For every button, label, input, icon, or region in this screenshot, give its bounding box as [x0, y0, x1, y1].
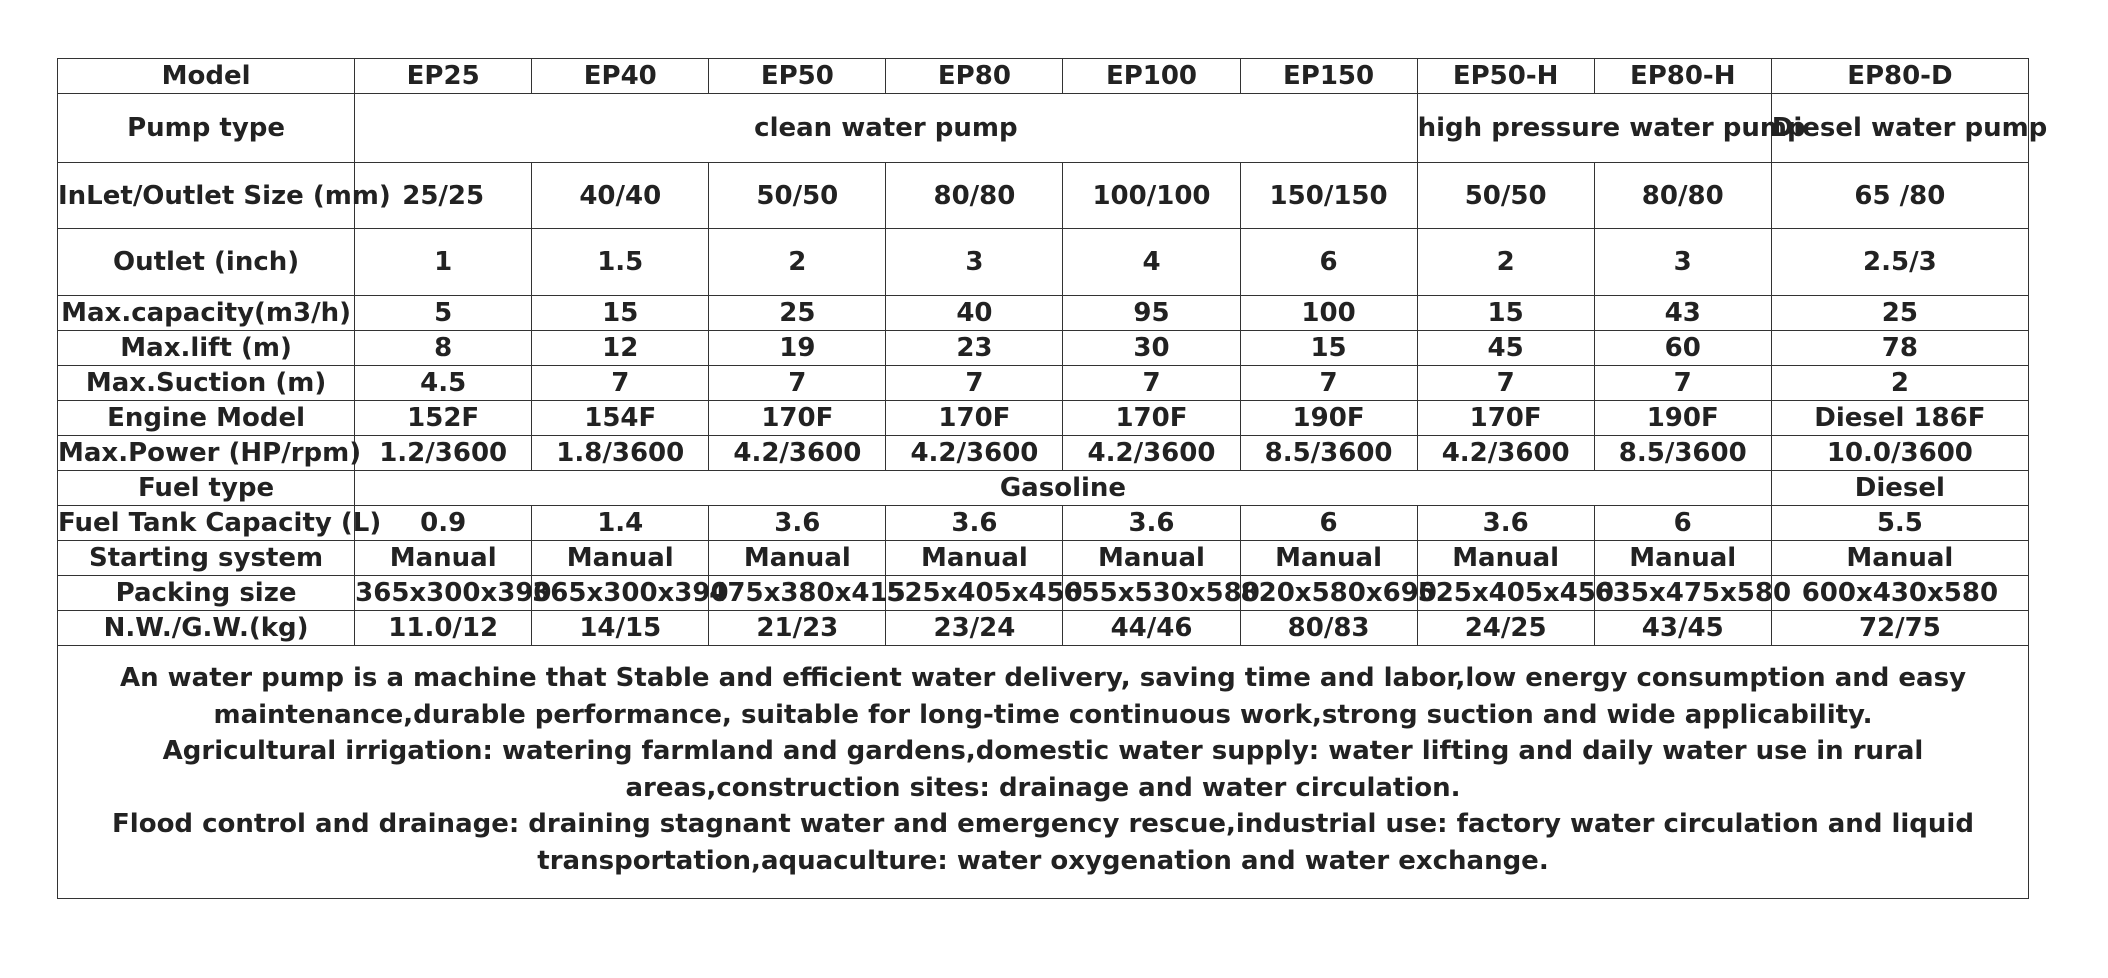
table-cell: 24/25 — [1417, 611, 1594, 646]
table-cell: 7 — [1063, 366, 1240, 401]
row-label: Model — [58, 59, 355, 94]
table-cell: 44/46 — [1063, 611, 1240, 646]
table-cell: 820x580x690 — [1240, 576, 1417, 611]
max-suction-row — [58, 366, 2029, 401]
fuel-type-row — [58, 471, 2029, 506]
model-cell: EP25 — [355, 59, 532, 94]
table-cell: 6 — [1240, 229, 1417, 296]
max-lift-row — [58, 331, 2029, 366]
table-cell: 100/100 — [1063, 163, 1240, 229]
table-cell: 25 — [1771, 296, 2028, 331]
table-cell: 150/150 — [1240, 163, 1417, 229]
row-label: Fuel type — [58, 471, 355, 506]
table-cell: 21/23 — [709, 611, 886, 646]
pump-type-high-pressure: high pressure water pump — [1417, 94, 1771, 163]
max-power-row — [58, 436, 2029, 471]
table-cell: 154F — [532, 401, 709, 436]
table-cell: 3.6 — [886, 506, 1063, 541]
table-cell: 3.6 — [1063, 506, 1240, 541]
table-cell: 2 — [1417, 229, 1594, 296]
table-cell: 365x300x390 — [355, 576, 532, 611]
table-cell: 72/75 — [1771, 611, 2028, 646]
table-cell: 30 — [1063, 331, 1240, 366]
row-label: Max.capacity(m3/h) — [58, 296, 355, 331]
weight-row — [58, 611, 2029, 646]
table-cell: 4.2/3600 — [1063, 436, 1240, 471]
table-cell: Manual — [1417, 541, 1594, 576]
table-cell: 15 — [1240, 331, 1417, 366]
table-cell: 3.6 — [1417, 506, 1594, 541]
model-cell: EP80-D — [1771, 59, 2028, 94]
table-cell: 170F — [709, 401, 886, 436]
table-cell: 100 — [1240, 296, 1417, 331]
description-paragraph: Agricultural irrigation: watering farmland and gardens,domestic water supply: water lifting and daily water use in rural areas,construction sites: drainage and water circulation. — [162, 736, 1924, 803]
table-cell: 43/45 — [1594, 611, 1771, 646]
row-label: Engine Model — [58, 401, 355, 436]
table-cell: 5 — [355, 296, 532, 331]
table-cell: 50/50 — [709, 163, 886, 229]
table-cell: 23 — [886, 331, 1063, 366]
table-cell: 43 — [1594, 296, 1771, 331]
table-cell: 15 — [532, 296, 709, 331]
table-cell: 11.0/12 — [355, 611, 532, 646]
table-cell: 80/80 — [1594, 163, 1771, 229]
model-cell: EP80 — [886, 59, 1063, 94]
table-cell: 1.8/3600 — [532, 436, 709, 471]
table-cell: 4.2/3600 — [886, 436, 1063, 471]
table-cell: 2 — [709, 229, 886, 296]
table-cell: 3 — [1594, 229, 1771, 296]
outlet-inch-row — [58, 229, 2029, 296]
table-cell: 14/15 — [532, 611, 709, 646]
table-cell: Manual — [355, 541, 532, 576]
row-label: Max.Power (HP/rpm) — [58, 436, 355, 471]
engine-model-row — [58, 401, 2029, 436]
table-cell: 45 — [1417, 331, 1594, 366]
table-cell: 7 — [1594, 366, 1771, 401]
row-label: Max.lift (m) — [58, 331, 355, 366]
table-cell: Manual — [1240, 541, 1417, 576]
model-row — [58, 59, 2029, 94]
table-cell: 15 — [1417, 296, 1594, 331]
table-cell: 190F — [1240, 401, 1417, 436]
table-cell: 1.5 — [532, 229, 709, 296]
row-label: Outlet (inch) — [58, 229, 355, 296]
spec-table — [57, 58, 2048, 646]
table-cell: 4 — [1063, 229, 1240, 296]
pump-type-diesel: Diesel water pump — [1771, 94, 2028, 163]
description-box — [57, 646, 2029, 899]
pump-type-row — [58, 94, 2029, 163]
table-cell: 7 — [1417, 366, 1594, 401]
table-cell: 3.6 — [709, 506, 886, 541]
table-cell: 7 — [532, 366, 709, 401]
table-cell: 3 — [886, 229, 1063, 296]
table-cell: Manual — [709, 541, 886, 576]
table-cell: 8.5/3600 — [1240, 436, 1417, 471]
table-cell: Manual — [1771, 541, 2028, 576]
table-cell: 170F — [1417, 401, 1594, 436]
table-cell: 170F — [1063, 401, 1240, 436]
model-cell: EP50-H — [1417, 59, 1594, 94]
table-cell: 1.2/3600 — [355, 436, 532, 471]
starting-system-row — [58, 541, 2029, 576]
table-cell: 8.5/3600 — [1594, 436, 1771, 471]
fuel-type-gasoline: Gasoline — [355, 471, 1772, 506]
table-cell: 7 — [886, 366, 1063, 401]
table-cell: 40/40 — [532, 163, 709, 229]
table-cell: 365x300x390 — [532, 576, 709, 611]
table-cell: 6 — [1594, 506, 1771, 541]
table-cell: 10.0/3600 — [1771, 436, 2028, 471]
fuel-tank-row — [58, 506, 2029, 541]
row-label: Packing size — [58, 576, 355, 611]
row-label: Starting system — [58, 541, 355, 576]
table-cell: Manual — [1594, 541, 1771, 576]
table-cell: 525x405x450 — [1417, 576, 1594, 611]
table-cell: 80/83 — [1240, 611, 1417, 646]
table-cell: Manual — [532, 541, 709, 576]
table-cell: 6 — [1240, 506, 1417, 541]
spec-sheet — [57, 58, 2048, 899]
table-cell: 4.2/3600 — [709, 436, 886, 471]
table-cell: 1.4 — [532, 506, 709, 541]
model-cell: EP100 — [1063, 59, 1240, 94]
row-label: Fuel Tank Capacity (L) — [58, 506, 355, 541]
row-label: InLet/Outlet Size (mm) — [58, 163, 355, 229]
model-cell: EP150 — [1240, 59, 1417, 94]
description-paragraph: Flood control and drainage: draining stagnant water and emergency rescue,industrial use: factory water circulation and liquid transportation,aquaculture: water oxygenation and water exchange. — [112, 809, 1974, 876]
model-cell: EP40 — [532, 59, 709, 94]
table-cell: 95 — [1063, 296, 1240, 331]
table-cell: 8 — [355, 331, 532, 366]
table-cell: 7 — [709, 366, 886, 401]
description-paragraph: An water pump is a machine that Stable and efficient water delivery, saving time and labor,low energy consumption and easy maintenance,durable performance, suitable for long-time continuous work,strong suction and wide applicability. — [119, 663, 1967, 730]
table-cell: 4.5 — [355, 366, 532, 401]
table-cell: 5.5 — [1771, 506, 2028, 541]
table-cell: 525x405x450 — [886, 576, 1063, 611]
table-cell: 50/50 — [1417, 163, 1594, 229]
table-cell: 40 — [886, 296, 1063, 331]
row-label: N.W./G.W.(kg) — [58, 611, 355, 646]
table-cell: 12 — [532, 331, 709, 366]
inlet-outlet-row — [58, 163, 2029, 229]
table-cell: 25/25 — [355, 163, 532, 229]
table-cell: 7 — [1240, 366, 1417, 401]
table-cell: 190F — [1594, 401, 1771, 436]
table-cell: 655x530x580 — [1063, 576, 1240, 611]
pump-type-clean: clean water pump — [355, 94, 1417, 163]
table-cell: 2 — [1771, 366, 2028, 401]
table-cell: Diesel 186F — [1771, 401, 2028, 436]
row-label: Max.Suction (m) — [58, 366, 355, 401]
table-cell: 80/80 — [886, 163, 1063, 229]
table-cell: 635x475x580 — [1594, 576, 1771, 611]
table-cell: 475x380x415 — [709, 576, 886, 611]
fuel-type-diesel: Diesel — [1771, 471, 2028, 506]
table-cell: 19 — [709, 331, 886, 366]
table-cell: 170F — [886, 401, 1063, 436]
table-cell: Manual — [1063, 541, 1240, 576]
table-cell: 25 — [709, 296, 886, 331]
table-cell: 78 — [1771, 331, 2028, 366]
row-label: Pump type — [58, 94, 355, 163]
table-cell: 2.5/3 — [1771, 229, 2028, 296]
table-cell: 23/24 — [886, 611, 1063, 646]
table-cell: 0.9 — [355, 506, 532, 541]
table-cell: 1 — [355, 229, 532, 296]
model-cell: EP50 — [709, 59, 886, 94]
table-cell: 4.2/3600 — [1417, 436, 1594, 471]
max-capacity-row — [58, 296, 2029, 331]
table-cell: Manual — [886, 541, 1063, 576]
table-cell: 600x430x580 — [1771, 576, 2028, 611]
model-cell: EP80-H — [1594, 59, 1771, 94]
table-cell: 60 — [1594, 331, 1771, 366]
table-cell: 152F — [355, 401, 532, 436]
table-cell: 65 /80 — [1771, 163, 2028, 229]
packing-size-row — [58, 576, 2029, 611]
